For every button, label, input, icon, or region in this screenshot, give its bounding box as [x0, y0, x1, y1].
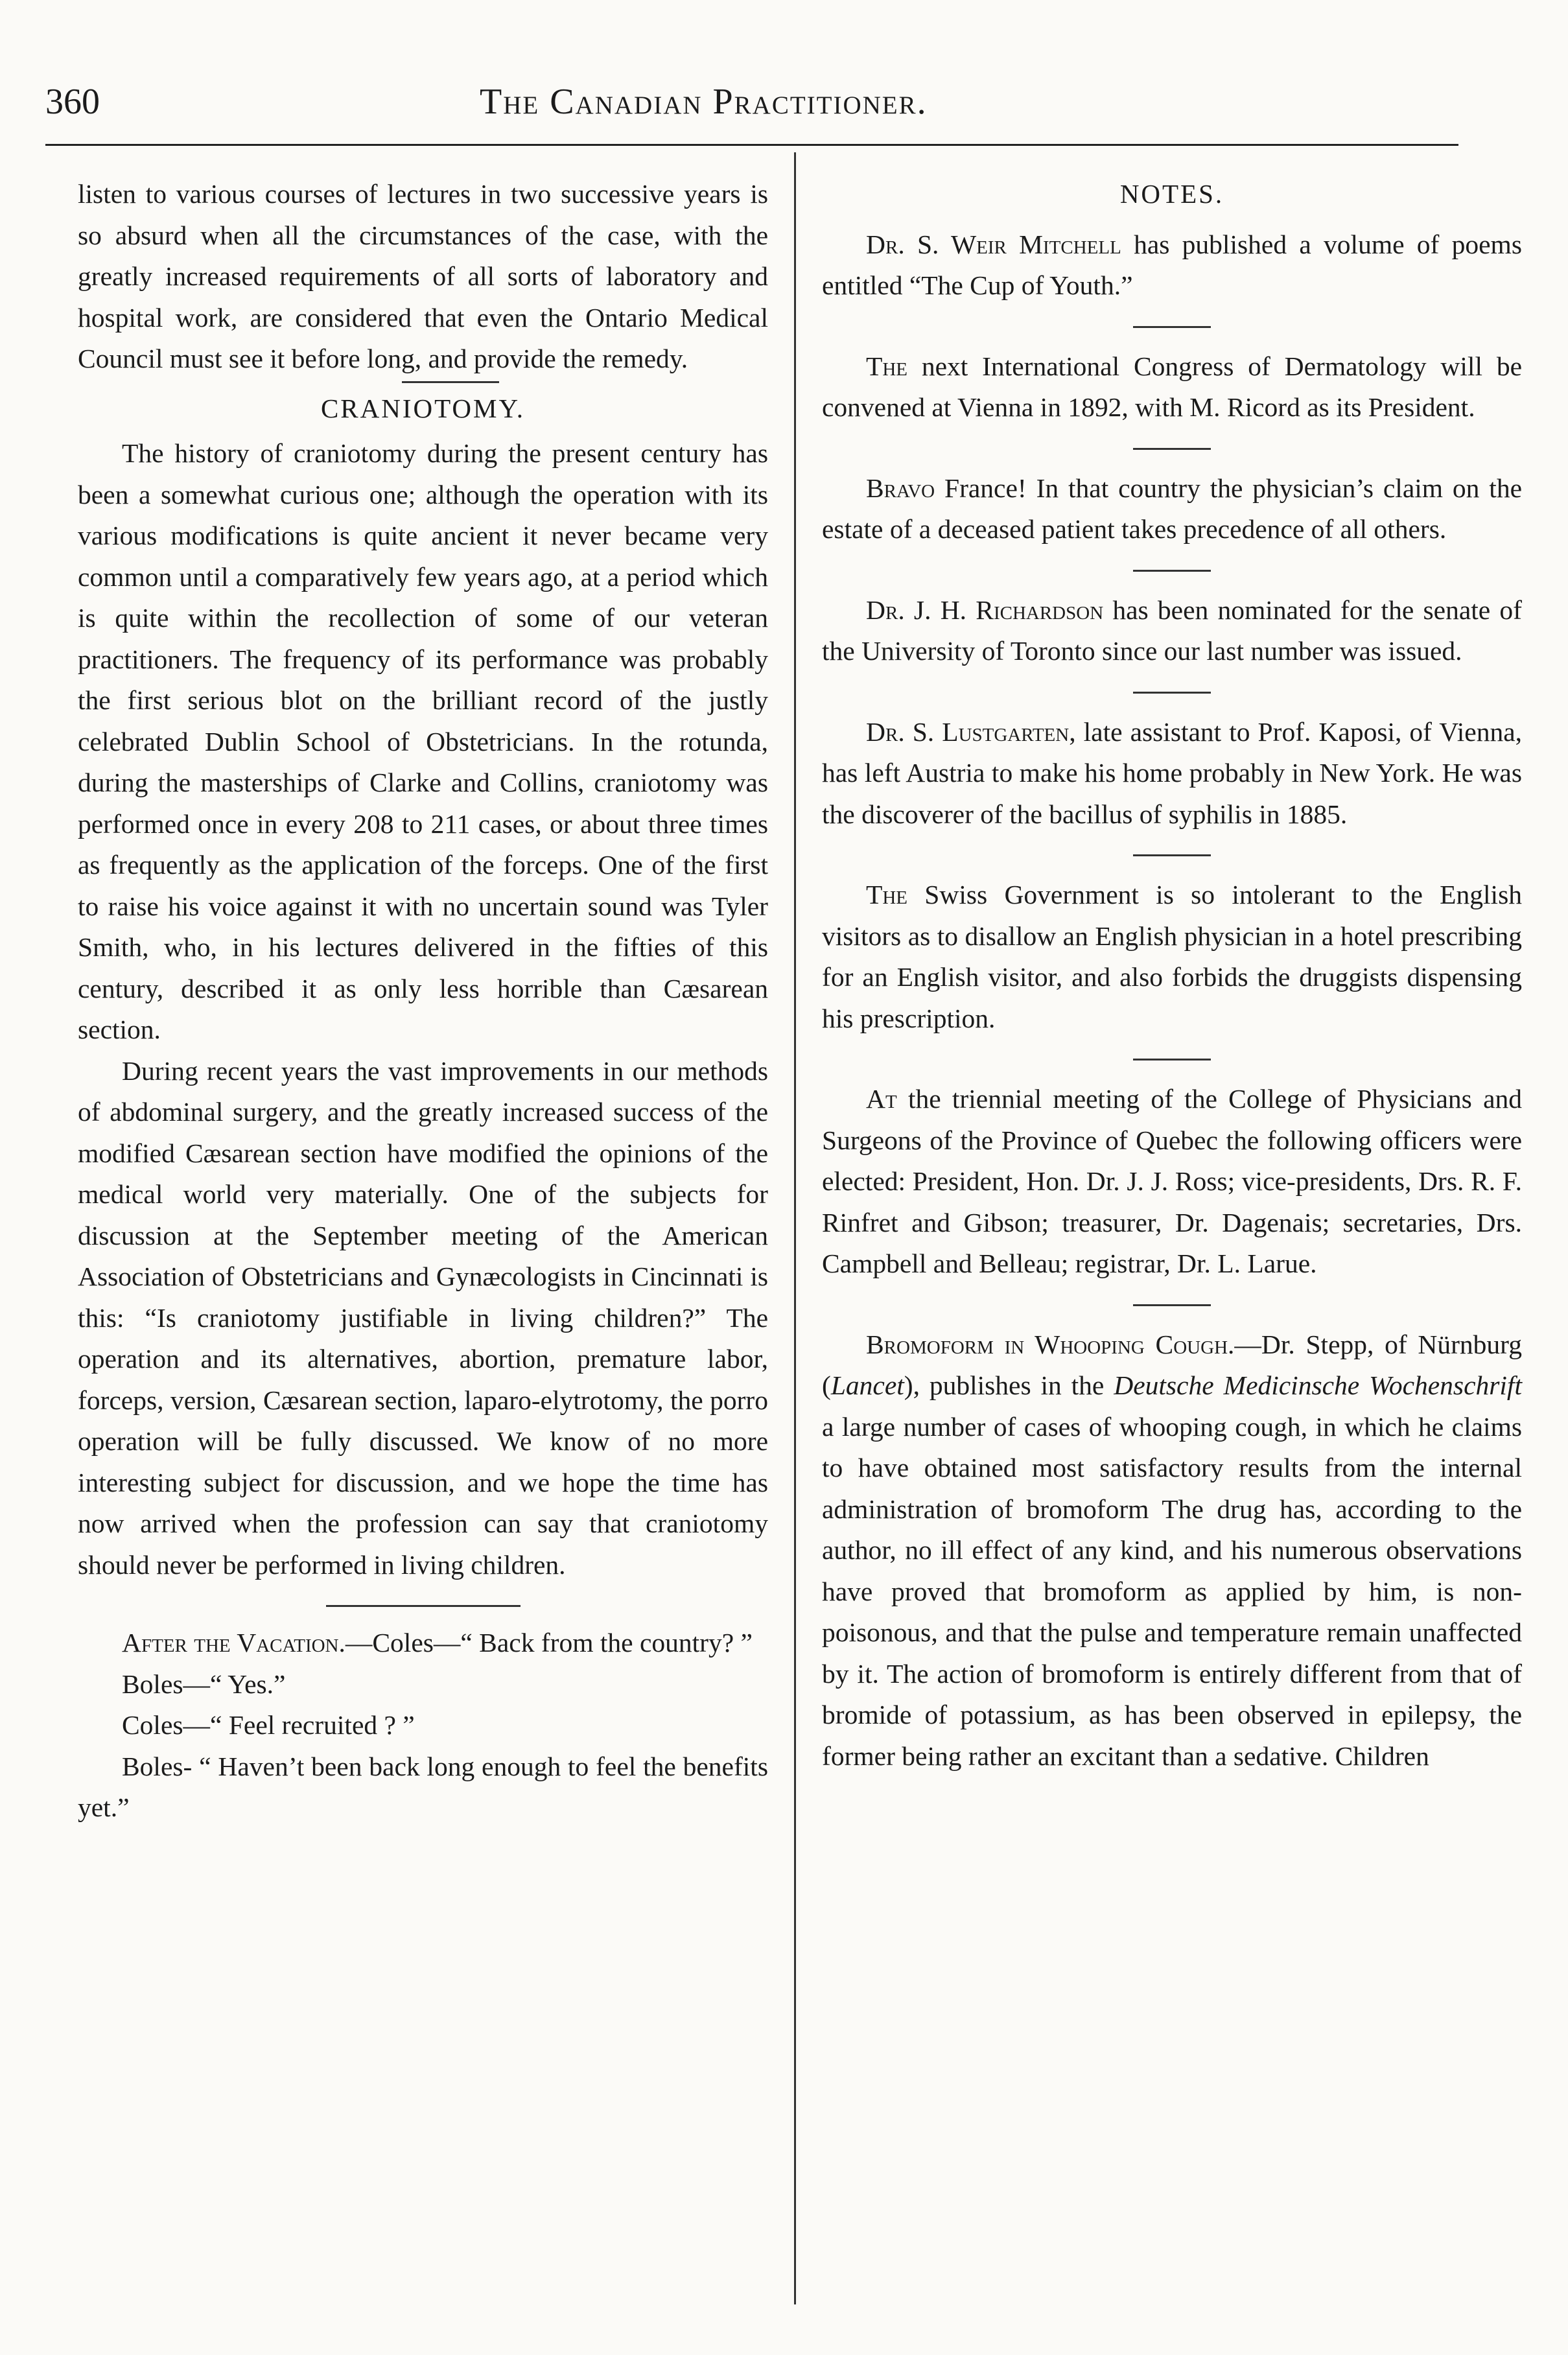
- note-lead: Dr. S. Weir Mitchell: [866, 229, 1121, 259]
- note-text: a large number of cases of whooping cough, in which he claims to have obtained most satisfactory results from the internal administration of bromoform The drug has, according to the author, no ill effect of any kind, and his numerous observations have proved that bromoform as applied by him, is non-poisonous, and that the pulse and temperature remain unaffected by it. The action of bromoform is entirely different from that of bromide of potassium, as has been observed in epilepsy, the former being rather an excitant than a sedative. Children: [822, 1411, 1522, 1771]
- note-text: —Dr. Stepp, of Nürnburg (: [822, 1329, 1522, 1400]
- section-rule: [326, 1605, 521, 1607]
- column-divider: [794, 152, 796, 2304]
- note-text: late assistant to Prof. Kaposi, of Vienna, has left Austria to make his home probably in New York. He was the discoverer of the bacillus of syphilis in 1885.: [822, 716, 1522, 829]
- note-swiss: [822, 874, 1522, 1039]
- vacation-paragraph: [78, 1623, 768, 1664]
- note-rule: [1133, 854, 1211, 856]
- vacation-line-1: —Coles—“ Back from the country? ”: [345, 1628, 753, 1658]
- page-number: 360: [45, 82, 100, 122]
- note-text: next International Congress of Dermatology will be convened at Vienna in 1892, with M. Ricord as its President.: [822, 351, 1522, 422]
- note-rule: [1133, 1059, 1211, 1060]
- vacation-line-3: Coles—“ Feel recruited ? ”: [122, 1710, 415, 1740]
- continued-paragraph: listen to various courses of lectures in two successive years is so absurd when all the circumstances of the case, with the greatly increased requirements of all sorts of laboratory and hospital work, are considered that even the Ontario Medical Council must see it before long, and provide the remedy.: [78, 179, 768, 373]
- note-congress: [822, 346, 1522, 428]
- craniotomy-heading: CRANIOTOMY.: [320, 393, 526, 423]
- header-rule: [45, 144, 1458, 146]
- note-rule: [1133, 570, 1211, 572]
- note-bromoform: [822, 1324, 1522, 1777]
- section-rule: [402, 381, 499, 383]
- note-text: France! In that country the physician’s claim on the estate of a deceased patient takes precedence of all others.: [822, 473, 1522, 544]
- craniotomy-paragraph-2: During recent years the vast improvements in our methods of abdominal surgery, and the greatly increased success of the modified Cæsarean section have modified the opinions of the medical world very materially. One of the subjects for discussion at the September meeting of the American Association of Obstetricians and Gynæcologists in Cincinnati is this: “Is craniotomy justifiable in living children?” The operation and its alternatives, abortion, premature labor, forceps, version, Cæsarean section, laparo-elytrotomy, the porro operation will be fully discussed. We know of no more interesting subject for discussion, and we hope the time has now arrived when the profession can say that craniotomy should never be performed in living children.: [78, 1055, 768, 1580]
- notes-heading: NOTES.: [1119, 179, 1224, 209]
- note-text: ), publishes in the: [904, 1370, 1114, 1400]
- note-rule: [1133, 326, 1211, 328]
- note-lead: The: [866, 351, 908, 381]
- right-column: [822, 174, 1522, 1777]
- note-lead: Dr. J. H. Richardson: [866, 594, 1104, 625]
- note-lead: Dr. S. Lustgarten,: [866, 716, 1076, 747]
- vacation-line-2: Boles—“ Yes.”: [122, 1669, 286, 1699]
- lancet-citation: Lancet: [830, 1370, 904, 1400]
- note-rule: [1133, 1304, 1211, 1306]
- note-lead: Bromoform in Whooping Cough.: [866, 1329, 1235, 1359]
- note-text: has been nominated for the senate of the University of Toronto since our last number was issued.: [822, 594, 1522, 666]
- note-lustgarten: [822, 712, 1522, 836]
- page-header: [45, 73, 1458, 131]
- note-richardson: [822, 590, 1522, 672]
- note-text: has published a volume of poems entitled “The Cup of Youth.”: [822, 229, 1522, 300]
- note-text: the triennial meeting of the College of Physicians and Surgeons of the Province of Quebec the following officers were elected: President, Hon. Dr. J. J. Ross; vice-presidents, Drs. R. F. Rinfret and Gibson; treasurer, Dr. Dagenais; secretaries, Drs. Campbell and Belleau; registrar, Dr. L. Larue.: [822, 1084, 1522, 1278]
- vacation-title: After the Vacation.: [122, 1628, 345, 1658]
- vacation-line-4: Boles- “ Haven’t been back long enough to feel the benefits yet.”: [78, 1751, 768, 1822]
- journal-citation: Deutsche Medicinsche Wochenschrift: [1114, 1370, 1522, 1400]
- note-lead: Bravo: [866, 473, 935, 503]
- running-title: The Canadian Practitioner.: [480, 82, 928, 122]
- note-quebec: [822, 1079, 1522, 1285]
- note-france: [822, 468, 1522, 550]
- note-mitchell: [822, 224, 1522, 307]
- left-column: [78, 174, 768, 1829]
- note-lead: The: [866, 880, 908, 909]
- note-text: Swiss Government is so intolerant to the English visitors as to disallow an English physician in a hotel prescribing for an English visitor, and also forbids the druggists dispensing his prescription.: [822, 880, 1522, 1033]
- craniotomy-paragraph-1: The history of craniotomy during the present century has been a somewhat curious one; although the operation with its various modifications is quite ancient it never became very common until a comparatively few years ago, at a period which is quite within the recollection of some of our veteran practitioners. The frequency of its performance was probably the first serious blot on the brilliant record of the justly celebrated Dublin School of Obstetricians. In the rotunda, during the masterships of Clarke and Collins, craniotomy was performed once in every 208 to 211 cases, or about three times as frequently as the application of the forceps. One of the first to raise his voice against it with no uncertain sound was Tyler Smith, who, in his lectures delivered in the fifties of this century, described it as only less horrible than Cæsarean section.: [78, 438, 768, 1044]
- note-rule: [1133, 692, 1211, 694]
- note-rule: [1133, 448, 1211, 450]
- note-lead: At: [866, 1084, 897, 1114]
